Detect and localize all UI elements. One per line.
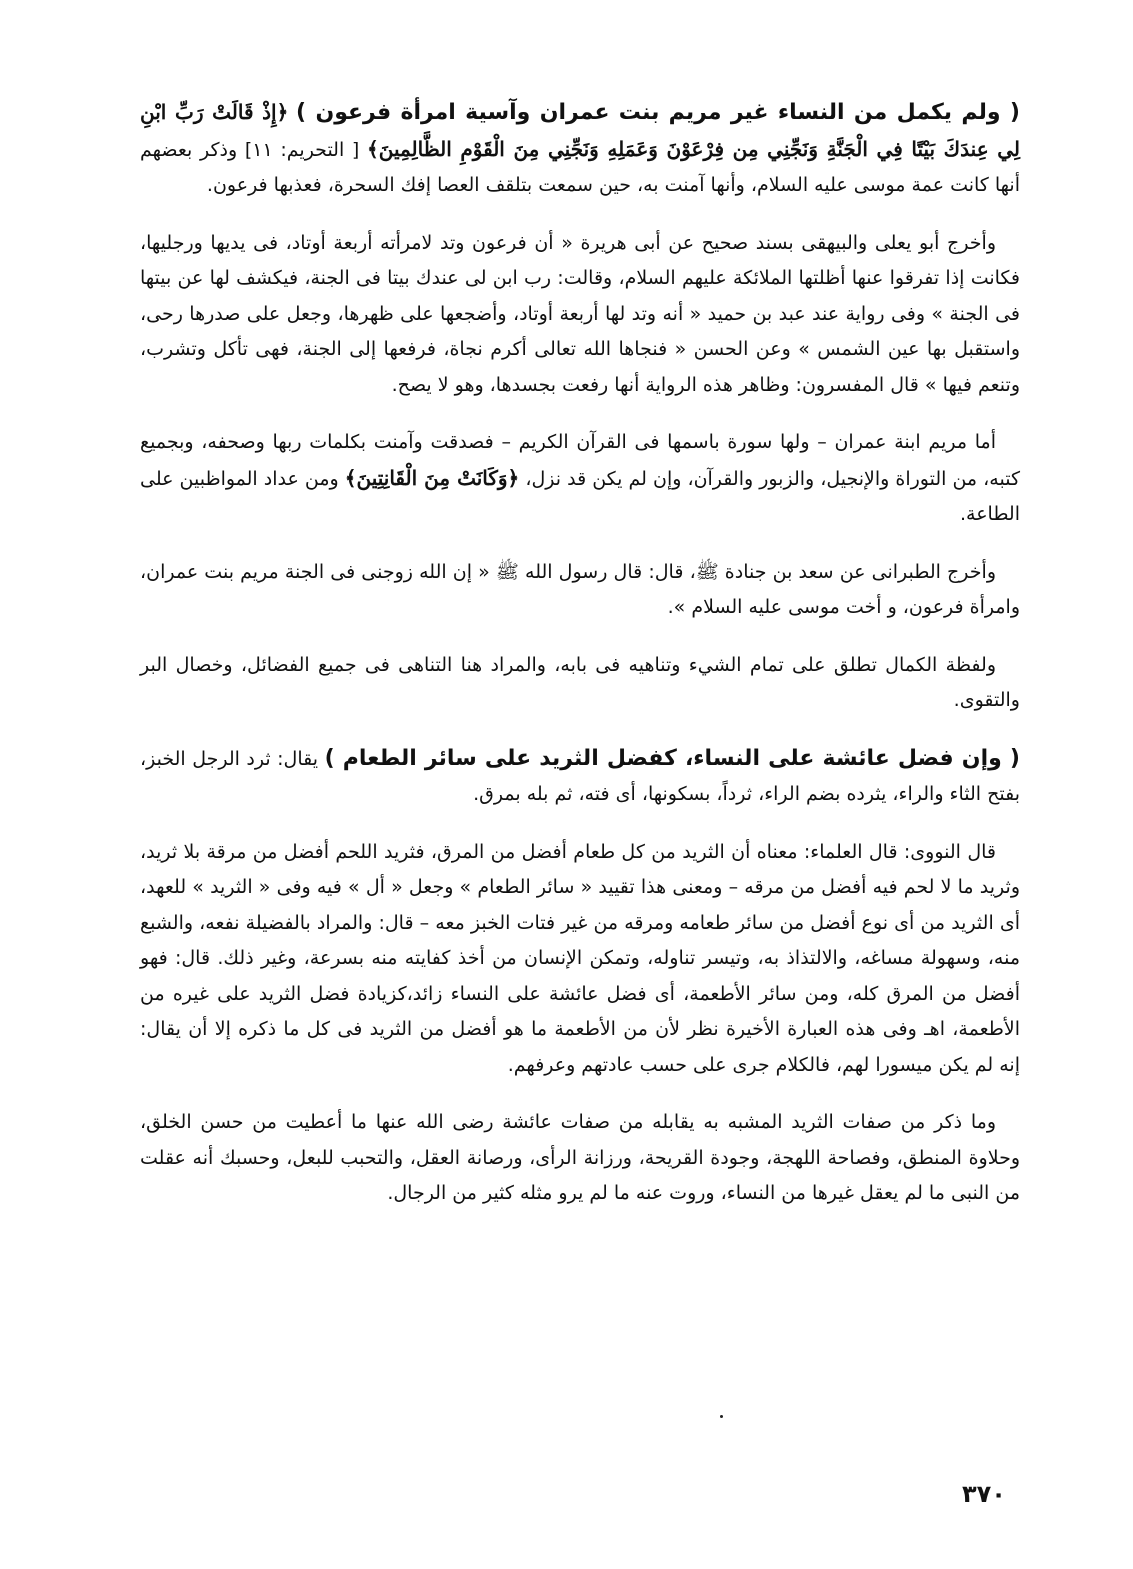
- paragraph-7-text: قال النووى: قال العلماء: معناه أن الثريد من كل طعام أفضل من المرق، فثريد اللحم أفضل من مرقة بلا ثريد، وثريد ما لا لحم فيه أفضل من مرقه – ومعنى هذا تقييد « سائر الطعام » وجعل « أل » فيه وفى « الثريد » للعهد، أى الثريد من أى نوع أفضل من سائر طعامه ومرقه من غير فتات الخبز معه – قال: والمراد بالفضيلة نفعه، والشبع منه، وسهولة مساغه، والالتذاذ به، وتيسر تناوله، وتمكن الإنسان من أخذ كفايته منه بسرعة، وغير ذلك. قال: فهو أفضل من المرق كله، ومن سائر الأطعمة، أى فضل عائشة على النساء زائد،كزيادة فضل الثريد على غيره من الأطعمة، اهـ وفى هذه العبارة الأخيرة نظر لأن من الأطعمة ما هو أفضل من الثريد فى كل ما ذكره إلا أن يقال: إنه لم يكن ميسورا لهم، فالكلام جرى على حسب عادتهم وعرفهم.: [140, 840, 1020, 1076]
- paragraph-4: [140, 555, 1020, 626]
- hadith-heading-1: ( ولم يكمل من النساء غير مريم بنت عمران وآسية امرأة فرعون ): [296, 100, 1020, 125]
- quran-verse-1: ﴿إِذْ قَالَتْ رَبِّ ابْنِ لِي عِندَكَ بَيْتًا فِي الْجَنَّةِ وَنَجِّنِي مِن فِرْعَوْنَ وَعَمَلِهِ وَنَجِّنِي مِنَ الْقَوْمِ الظَّالِمِينَ﴾: [140, 100, 1020, 161]
- paragraph-5: [140, 648, 1020, 719]
- stray-dot: [720, 1415, 723, 1418]
- paragraph-1: [140, 95, 1020, 204]
- paragraph-8-text: وما ذكر من صفات الثريد المشبه به يقابله من صفات عائشة رضى الله عنها ما أعطيت من حسن الخلق، وحلاوة المنطق، وفصاحة اللهجة، وجودة القريحة، ورزانة الرأى، ورصانة العقل، والتحبب للبعل، وحسبك أنه عقلت من النبى ما لم يعقل غيرها من النساء، وروت عنه ما لم يرو مثله كثير من الرجال.: [140, 1111, 1020, 1204]
- paragraph-7: [140, 835, 1020, 1084]
- paragraph-5-text: ولفظة الكمال تطلق على تمام الشيء وتناهيه فى بابه، والمراد هنا التناهى فى جميع الفضائل، وخصال البر والتقوى.: [140, 653, 1020, 711]
- paragraph-3-text-after: ومن عداد المواظبين على الطاعة.: [140, 467, 1020, 525]
- quran-verse-2: ﴿وَكَانَتْ مِنَ الْقَانِتِينَ﴾: [344, 465, 520, 490]
- paragraph-3-text-before: أما مريم ابنة عمران – ولها سورة باسمها فى القرآن الكريم – فصدقت وآمنت بكلمات ربها وصحفه، وبجميع كتبه، من التوراة والإنجيل، والزبور والقرآن، وإن لم يكن قد نزل،: [140, 431, 1020, 490]
- paragraph-6-text: يقال: ثرد الرجل الخبز، بفتح الثاء والراء، يثرده بضم الراء، ثرداً، بسكونها، أى فته، ثم بله بمرق.: [140, 747, 1020, 805]
- paragraph-6: [140, 741, 1020, 813]
- paragraph-8: [140, 1105, 1020, 1212]
- paragraph-3: [140, 425, 1020, 533]
- paragraph-4-text: وأخرج الطبرانى عن سعد بن جنادة ﷺ، قال: قال رسول الله ﷺ « إن الله زوجنى فى الجنة مريم بنت عمران، وامرأة فرعون، و أخت موسى عليه السلام ».: [140, 560, 1020, 618]
- paragraph-2: [140, 226, 1020, 404]
- hadith-heading-2: ( وإن فضل عائشة على النساء، كفضل الثريد على سائر الطعام ): [324, 745, 1020, 771]
- page-body: [140, 95, 1020, 1234]
- paragraph-2-text: وأخرج أبو يعلى والبيهقى بسند صحيح عن أبى هريرة « أن فرعون وتد لامرأته أربعة أوتاد، فى يديها ورجليها، فكانت إذا تفرقوا عنها أظلتها الملائكة عليهم السلام، وقالت: رب ابن لى عندك بيتا فى الجنة، فيكشف لها عن بيتها فى الجنة » وفى رواية عند عبد بن حميد « أنه وتد لها أربعة أوتاد، وأضجعها على ظهرها، وجعل على صدرها رحى، واستقبل بها عين الشمس » وعن الحسن « فنجاها الله تعالى أكرم نجاة، فرفعها إلى الجنة، فهى تأكل وتشرب، وتنعم فيها » قال المفسرون: وظاهر هذه الرواية أنها رفعت بجسدها، وهو لا يصح.: [140, 231, 1020, 396]
- page-number: ٣٧٠: [962, 1480, 1006, 1508]
- paragraph-1-text: [ التحريم: ١١] وذكر بعضهم أنها كانت عمة موسى عليه السلام، وأنها آمنت به، حين سمعت بتلقف العصا إفك السحرة، فعذبها فرعون.: [140, 138, 1020, 196]
